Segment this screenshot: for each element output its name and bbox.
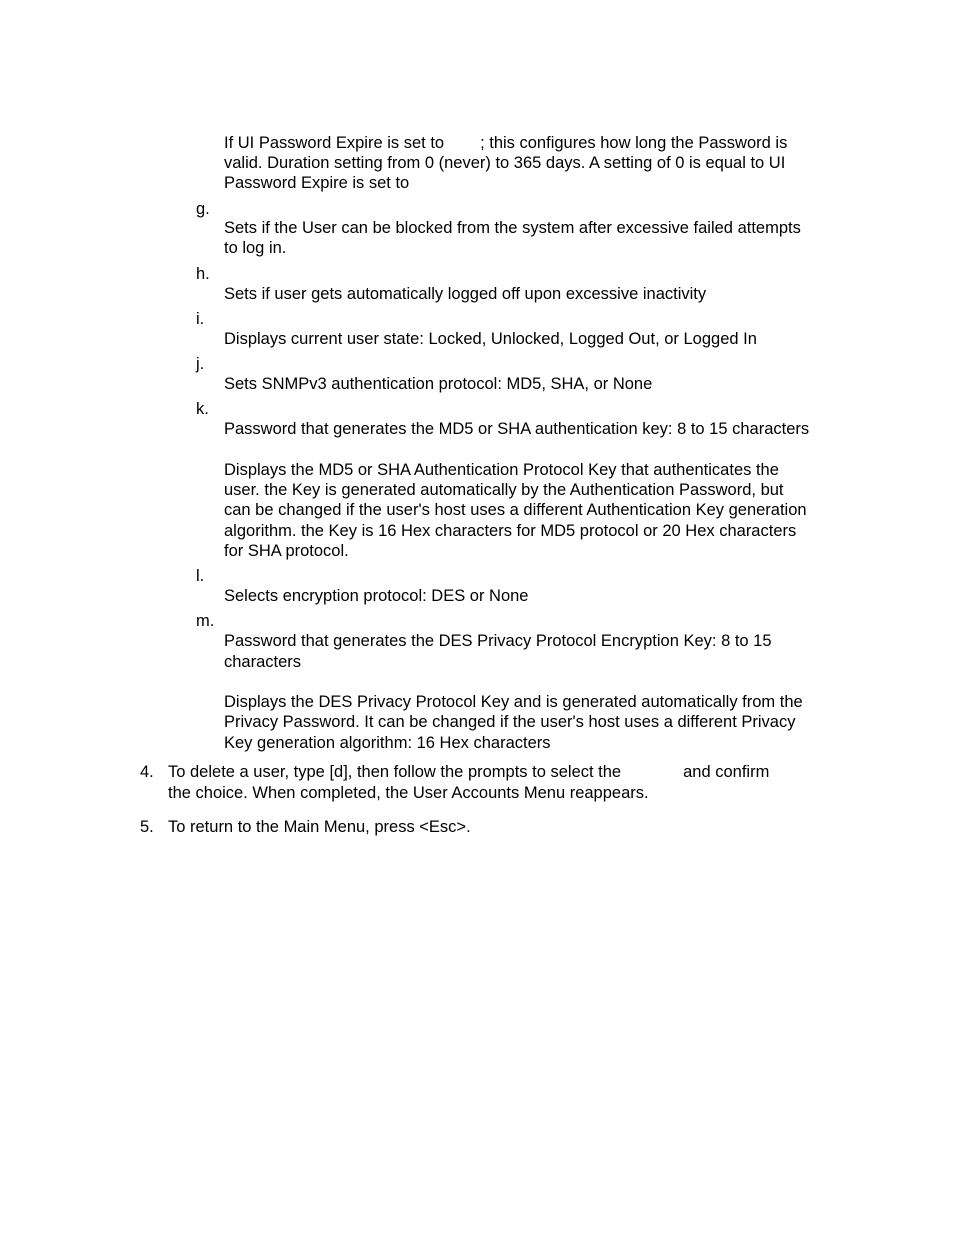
privacy-key-text-line-1: Displays the DES Privacy Protocol Key and is generated automatically from the — [224, 693, 803, 711]
auth-key-text-line-5: for SHA protocol. — [224, 542, 349, 560]
step-4-line-1 — [168, 762, 769, 782]
auth-key-text-line-1: Displays the MD5 or SHA Authentication Protocol Key that authenticates the — [224, 461, 779, 479]
step-number-5: 5. — [140, 818, 154, 836]
step-4-text-a: To delete a user, type [d], then follow the prompts to select the — [168, 763, 622, 781]
item-l-text-line-1: Selects encryption protocol: DES or None — [224, 587, 529, 605]
item-marker-j: j. — [196, 355, 205, 373]
password-duration-text-a: If UI Password Expire is set to — [224, 134, 445, 152]
item-m-text-line-1: Password that generates the DES Privacy Protocol Encryption Key: 8 to 15 — [224, 632, 772, 650]
step-number-4: 4. — [140, 763, 154, 781]
step-5-line-1: To return to the Main Menu, press <Esc>. — [168, 818, 471, 836]
password-duration-line-2: valid. Duration setting from 0 (never) to 365 days. A setting of 0 is equal to UI — [224, 154, 786, 172]
item-marker-i: i. — [196, 310, 205, 328]
item-marker-l: l. — [196, 567, 205, 585]
privacy-key-text-line-3: Key generation algorithm: 16 Hex characters — [224, 734, 551, 752]
password-duration-line-1 — [224, 133, 787, 153]
item-marker-k: k. — [196, 400, 209, 418]
item-g-text-line-1: Sets if the User can be blocked from the system after excessive failed attempts — [224, 219, 801, 237]
item-j-text-line-1: Sets SNMPv3 authentication protocol: MD5, SHA, or None — [224, 375, 653, 393]
item-k-text-line-1: Password that generates the MD5 or SHA authentication key: 8 to 15 characters — [224, 420, 810, 438]
item-g-text-line-2: to log in. — [224, 239, 287, 257]
item-i-text-line-1: Displays current user state: Locked, Unlocked, Logged Out, or Logged In — [224, 330, 757, 348]
item-marker-h: h. — [196, 265, 210, 283]
password-duration-line-3: Password Expire is set to — [224, 174, 410, 192]
auth-key-text-line-3: can be changed if the user's host uses a different Authentication Key generation — [224, 501, 807, 519]
auth-key-text-line-4: algorithm. the Key is 16 Hex characters for MD5 protocol or 20 Hex characters — [224, 522, 797, 540]
password-duration-text-b: ; this configures how long the Password is — [480, 134, 788, 152]
item-h-text-line-1: Sets if user gets automatically logged off upon excessive inactivity — [224, 285, 707, 303]
step-4-text-b: and confirm — [683, 763, 770, 781]
item-m-text-line-2: characters — [224, 653, 302, 671]
auth-key-text-line-2: user. the Key is generated automatically by the Authentication Password, but — [224, 481, 784, 499]
privacy-key-text-line-2: Privacy Password. It can be changed if the user's host uses a different Privacy — [224, 713, 796, 731]
item-marker-g: g. — [196, 200, 210, 218]
step-4-line-2: the choice. When completed, the User Accounts Menu reappears. — [168, 784, 649, 802]
item-marker-m: m. — [196, 612, 215, 630]
